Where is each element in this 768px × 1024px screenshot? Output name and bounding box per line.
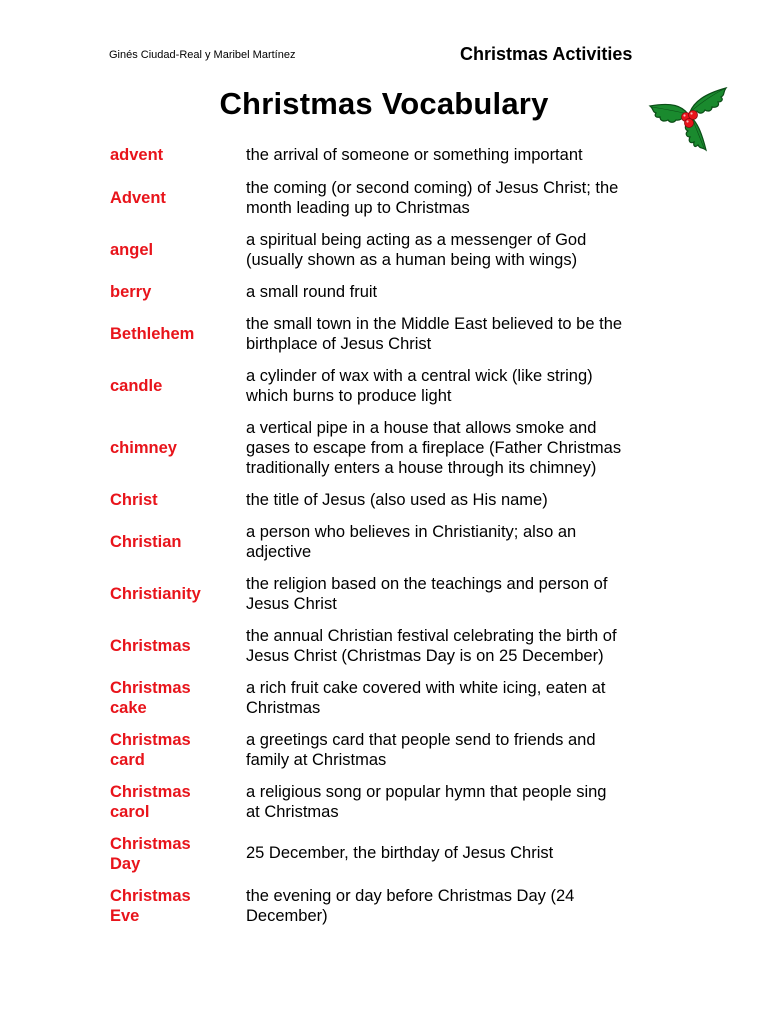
vocab-definition: the religion based on the teachings and person of Jesus Christ xyxy=(246,575,608,613)
vocab-definition: a greetings card that people send to friends and family at Christmas xyxy=(246,731,596,769)
vocab-definition: a vertical pipe in a house that allows smoke and gases to escape from a fireplace (Father Christmas traditionally enters a house through its chimney) xyxy=(246,419,622,477)
page-title: Christmas Vocabulary xyxy=(219,86,549,121)
vocab-term: Christmas cake xyxy=(110,679,191,717)
vocab-term: Christmas xyxy=(110,637,191,655)
vocab-term: advent xyxy=(110,146,164,164)
vocab-definition: 25 December, the birthday of Jesus Christ xyxy=(246,844,554,862)
vocab-definition: the title of Jesus (also used as His name) xyxy=(246,491,548,509)
holly-icon xyxy=(646,84,730,152)
vocab-term: Bethlehem xyxy=(110,325,195,343)
header-title: Christmas Activities xyxy=(460,44,633,64)
vocab-definition: the coming (or second coming) of Jesus Christ; the month leading up to Christmas xyxy=(246,179,619,217)
vocab-term: Christianity xyxy=(110,585,201,603)
vocab-definition: a spiritual being acting as a messenger of God (usually shown as a human being with wings) xyxy=(246,231,587,269)
vocab-term: Christmas Day xyxy=(110,835,191,873)
vocab-term: Christmas Eve xyxy=(110,887,191,925)
vocab-term: berry xyxy=(110,283,152,301)
vocab-term: candle xyxy=(110,377,163,395)
vocab-definition: the small town in the Middle East believed to be the birthplace of Jesus Christ xyxy=(246,315,623,353)
vocab-definition: the arrival of someone or something important xyxy=(246,146,583,164)
vocab-definition: a religious song or popular hymn that people sing at Christmas xyxy=(246,783,607,821)
vocab-definition: a rich fruit cake covered with white icing, eaten at Christmas xyxy=(246,679,606,717)
vocab-definition: a cylinder of wax with a central wick (like string) which burns to produce light xyxy=(246,367,593,405)
vocab-term: angel xyxy=(110,241,154,259)
vocab-definition: the evening or day before Christmas Day (24 December) xyxy=(246,887,575,925)
vocab-term: Advent xyxy=(110,189,166,207)
vocab-definition: the annual Christian festival celebrating the birth of Jesus Christ (Christmas Day is on 25 December) xyxy=(246,627,617,665)
vocab-term: Christmas carol xyxy=(110,783,191,821)
vocab-definition: a small round fruit xyxy=(246,283,378,301)
vocab-term: Christ xyxy=(110,491,158,509)
author-credit: Ginés Ciudad-Real y Maribel Martínez xyxy=(109,49,296,61)
vocab-definition: a person who believes in Christianity; also an adjective xyxy=(246,523,577,561)
vocab-term: chimney xyxy=(110,439,177,457)
vocab-term: Christian xyxy=(110,533,182,551)
vocab-term: Christmas card xyxy=(110,731,191,769)
